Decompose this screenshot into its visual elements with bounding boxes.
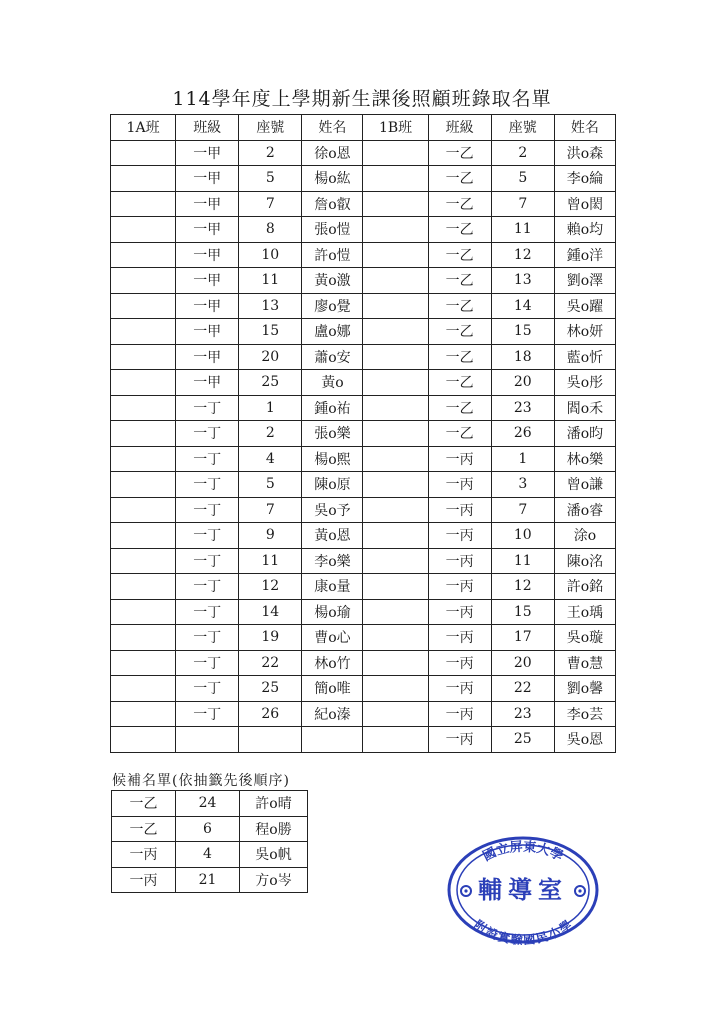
cell-class: 一丙 — [428, 548, 491, 574]
cell-name: 張o樂 — [302, 421, 363, 447]
waitlist-cell-seat: 24 — [176, 791, 240, 817]
admission-table-body — [111, 140, 616, 752]
cell-1b-slot — [363, 727, 428, 753]
table-row — [111, 701, 616, 727]
cell-seat: 4 — [239, 446, 302, 472]
cell-class: 一乙 — [428, 268, 491, 294]
table-row — [111, 574, 616, 600]
cell-seat: 20 — [491, 650, 554, 676]
cell-name: 涂o — [554, 523, 615, 549]
cell-class: 一丙 — [428, 472, 491, 498]
cell-class: 一丙 — [428, 523, 491, 549]
cell-name: 曹o心 — [302, 625, 363, 651]
cell-name: 閻o禾 — [554, 395, 615, 421]
cell-1a-slot — [111, 344, 176, 370]
cell-1b-slot — [363, 625, 428, 651]
seal-center-text: 輔導室 — [478, 875, 568, 904]
cell-class: 一丙 — [428, 446, 491, 472]
cell-name: 陳o洺 — [554, 548, 615, 574]
cell-name — [302, 727, 363, 753]
table-row — [111, 472, 616, 498]
waitlist-title: 候補名單(依抽籤先後順序) — [112, 773, 290, 789]
cell-class: 一丙 — [428, 650, 491, 676]
cell-seat: 15 — [491, 599, 554, 625]
cell-name: 楊o瑜 — [302, 599, 363, 625]
cell-1a-slot — [111, 523, 176, 549]
cell-1b-slot — [363, 497, 428, 523]
cell-seat: 18 — [491, 344, 554, 370]
seal-right-plum-icon — [575, 886, 585, 896]
cell-class: 一甲 — [176, 370, 239, 396]
cell-name: 洪o森 — [554, 140, 615, 166]
waitlist-cell-name: 程o勝 — [240, 816, 308, 842]
cell-1b-slot — [363, 676, 428, 702]
cell-class — [176, 727, 239, 753]
cell-1b-slot — [363, 548, 428, 574]
cell-name: 廖o覺 — [302, 293, 363, 319]
cell-name: 黃o恩 — [302, 523, 363, 549]
cell-name: 林o竹 — [302, 650, 363, 676]
cell-seat: 15 — [491, 319, 554, 345]
cell-class: 一乙 — [428, 319, 491, 345]
cell-seat: 22 — [491, 676, 554, 702]
waitlist-row — [112, 816, 308, 842]
header-1a-class: 1A班 — [111, 115, 176, 141]
cell-1a-slot — [111, 217, 176, 243]
waitlist-cell-name: 方o岑 — [240, 867, 308, 893]
cell-name: 曾o謙 — [554, 472, 615, 498]
cell-1a-slot — [111, 574, 176, 600]
cell-1a-slot — [111, 191, 176, 217]
table-row — [111, 319, 616, 345]
cell-class: 一丁 — [176, 650, 239, 676]
cell-class: 一甲 — [176, 191, 239, 217]
header-seat: 座號 — [239, 115, 302, 141]
cell-seat: 20 — [491, 370, 554, 396]
cell-name: 李o綸 — [554, 166, 615, 192]
cell-1b-slot — [363, 344, 428, 370]
cell-seat: 2 — [239, 421, 302, 447]
cell-seat: 5 — [491, 166, 554, 192]
cell-seat: 2 — [239, 140, 302, 166]
cell-name: 許o銘 — [554, 574, 615, 600]
cell-class: 一丁 — [176, 446, 239, 472]
cell-name: 盧o娜 — [302, 319, 363, 345]
cell-1b-slot — [363, 523, 428, 549]
table-row — [111, 370, 616, 396]
cell-class: 一丁 — [176, 472, 239, 498]
cell-name: 楊o熙 — [302, 446, 363, 472]
cell-seat: 11 — [491, 548, 554, 574]
page-title: 114學年度上學期新生課後照顧班錄取名單 — [172, 88, 552, 110]
cell-seat: 12 — [491, 242, 554, 268]
cell-name: 許o愷 — [302, 242, 363, 268]
cell-class: 一乙 — [428, 344, 491, 370]
waitlist-row — [112, 791, 308, 817]
cell-seat: 12 — [491, 574, 554, 600]
cell-seat: 7 — [491, 191, 554, 217]
cell-1a-slot — [111, 650, 176, 676]
cell-seat: 20 — [239, 344, 302, 370]
cell-1b-slot — [363, 268, 428, 294]
cell-seat: 23 — [491, 395, 554, 421]
cell-1b-slot — [363, 140, 428, 166]
cell-name: 潘o睿 — [554, 497, 615, 523]
table-row — [111, 625, 616, 651]
cell-seat: 5 — [239, 472, 302, 498]
cell-class: 一甲 — [176, 140, 239, 166]
cell-seat: 7 — [491, 497, 554, 523]
cell-seat: 3 — [491, 472, 554, 498]
cell-seat: 7 — [239, 497, 302, 523]
cell-seat: 8 — [239, 217, 302, 243]
seal-bottom-text: 附設實驗國民小學 — [471, 917, 575, 945]
cell-seat: 11 — [491, 217, 554, 243]
cell-name: 賴o均 — [554, 217, 615, 243]
cell-name: 王o瑀 — [554, 599, 615, 625]
waitlist-table — [111, 790, 308, 893]
cell-name: 吳o彤 — [554, 370, 615, 396]
table-header-row — [111, 115, 616, 141]
cell-class: 一丙 — [428, 497, 491, 523]
cell-name: 藍o忻 — [554, 344, 615, 370]
cell-seat: 2 — [491, 140, 554, 166]
table-row — [111, 242, 616, 268]
cell-1a-slot — [111, 421, 176, 447]
cell-seat: 14 — [239, 599, 302, 625]
cell-seat: 11 — [239, 268, 302, 294]
cell-class: 一丙 — [428, 676, 491, 702]
cell-seat: 13 — [491, 268, 554, 294]
cell-class: 一丙 — [428, 574, 491, 600]
table-row — [111, 166, 616, 192]
cell-1b-slot — [363, 472, 428, 498]
cell-name: 吳o璇 — [554, 625, 615, 651]
cell-seat: 25 — [239, 370, 302, 396]
table-row — [111, 217, 616, 243]
cell-seat: 13 — [239, 293, 302, 319]
cell-class: 一甲 — [176, 268, 239, 294]
cell-class: 一丁 — [176, 523, 239, 549]
table-row — [111, 727, 616, 753]
cell-name: 黃o — [302, 370, 363, 396]
table-row — [111, 599, 616, 625]
cell-class: 一乙 — [428, 191, 491, 217]
waitlist-cell-name: 吳o帆 — [240, 842, 308, 868]
cell-name: 黃o激 — [302, 268, 363, 294]
cell-name: 張o愷 — [302, 217, 363, 243]
cell-1b-slot — [363, 421, 428, 447]
cell-1a-slot — [111, 497, 176, 523]
table-row — [111, 344, 616, 370]
cell-1a-slot — [111, 625, 176, 651]
table-row — [111, 293, 616, 319]
table-row — [111, 421, 616, 447]
cell-1b-slot — [363, 166, 428, 192]
cell-1b-slot — [363, 701, 428, 727]
cell-name: 潘o昀 — [554, 421, 615, 447]
cell-name: 吳o恩 — [554, 727, 615, 753]
cell-class: 一丁 — [176, 701, 239, 727]
cell-class: 一乙 — [428, 242, 491, 268]
cell-1a-slot — [111, 166, 176, 192]
cell-1a-slot — [111, 293, 176, 319]
cell-seat — [239, 727, 302, 753]
cell-seat: 1 — [239, 395, 302, 421]
cell-1a-slot — [111, 446, 176, 472]
admission-table — [110, 114, 616, 753]
cell-1a-slot — [111, 548, 176, 574]
cell-seat: 11 — [239, 548, 302, 574]
waitlist-row — [112, 867, 308, 893]
cell-class: 一丁 — [176, 676, 239, 702]
table-row — [111, 140, 616, 166]
waitlist-cell-seat: 4 — [176, 842, 240, 868]
cell-class: 一乙 — [428, 421, 491, 447]
cell-name: 紀o溱 — [302, 701, 363, 727]
cell-name: 曾o閎 — [554, 191, 615, 217]
cell-1a-slot — [111, 370, 176, 396]
table-row — [111, 548, 616, 574]
cell-seat: 17 — [491, 625, 554, 651]
table-row — [111, 676, 616, 702]
cell-class: 一丁 — [176, 497, 239, 523]
cell-class: 一丙 — [428, 599, 491, 625]
waitlist-row — [112, 842, 308, 868]
cell-class: 一丁 — [176, 625, 239, 651]
cell-1b-slot — [363, 293, 428, 319]
seal-left-plum-icon — [461, 886, 471, 896]
waitlist-cell-name: 許o晴 — [240, 791, 308, 817]
cell-1b-slot — [363, 242, 428, 268]
waitlist-table-body — [112, 791, 308, 893]
cell-class: 一丁 — [176, 574, 239, 600]
cell-class: 一甲 — [176, 242, 239, 268]
cell-class: 一甲 — [176, 217, 239, 243]
cell-class: 一丙 — [428, 701, 491, 727]
cell-class: 一乙 — [428, 166, 491, 192]
cell-name: 徐o恩 — [302, 140, 363, 166]
cell-seat: 25 — [239, 676, 302, 702]
school-seal — [446, 835, 600, 945]
cell-name: 鍾o祐 — [302, 395, 363, 421]
table-row — [111, 446, 616, 472]
cell-name: 劉o馨 — [554, 676, 615, 702]
cell-name: 林o妍 — [554, 319, 615, 345]
cell-class: 一丁 — [176, 421, 239, 447]
header-seat: 座號 — [491, 115, 554, 141]
cell-1b-slot — [363, 574, 428, 600]
table-row — [111, 497, 616, 523]
cell-1a-slot — [111, 727, 176, 753]
seal-top-text: 國立屏東大學 — [480, 839, 566, 865]
cell-name: 康o量 — [302, 574, 363, 600]
cell-class: 一乙 — [428, 370, 491, 396]
cell-seat: 10 — [491, 523, 554, 549]
cell-1b-slot — [363, 650, 428, 676]
cell-1b-slot — [363, 217, 428, 243]
cell-name: 吳o予 — [302, 497, 363, 523]
cell-name: 陳o原 — [302, 472, 363, 498]
cell-1b-slot — [363, 446, 428, 472]
cell-name: 劉o澤 — [554, 268, 615, 294]
cell-name: 李o樂 — [302, 548, 363, 574]
waitlist-cell-class: 一乙 — [112, 791, 176, 817]
cell-1a-slot — [111, 676, 176, 702]
cell-name: 楊o紘 — [302, 166, 363, 192]
cell-class: 一丙 — [428, 625, 491, 651]
cell-class: 一丁 — [176, 395, 239, 421]
waitlist-cell-seat: 6 — [176, 816, 240, 842]
header-1b-class: 1B班 — [363, 115, 428, 141]
cell-class: 一乙 — [428, 140, 491, 166]
cell-seat: 14 — [491, 293, 554, 319]
cell-1b-slot — [363, 395, 428, 421]
waitlist-cell-seat: 21 — [176, 867, 240, 893]
cell-seat: 10 — [239, 242, 302, 268]
table-row — [111, 650, 616, 676]
cell-seat: 12 — [239, 574, 302, 600]
cell-name: 詹o叡 — [302, 191, 363, 217]
cell-class: 一丙 — [428, 727, 491, 753]
cell-class: 一甲 — [176, 293, 239, 319]
cell-seat: 7 — [239, 191, 302, 217]
cell-seat: 26 — [491, 421, 554, 447]
table-row — [111, 268, 616, 294]
cell-class: 一丁 — [176, 548, 239, 574]
table-row — [111, 395, 616, 421]
cell-seat: 25 — [491, 727, 554, 753]
cell-1a-slot — [111, 472, 176, 498]
cell-name: 曹o慧 — [554, 650, 615, 676]
waitlist-cell-class: 一丙 — [112, 867, 176, 893]
cell-1a-slot — [111, 268, 176, 294]
cell-name: 吳o躍 — [554, 293, 615, 319]
cell-1a-slot — [111, 242, 176, 268]
header-class: 班級 — [428, 115, 491, 141]
cell-seat: 1 — [491, 446, 554, 472]
cell-seat: 22 — [239, 650, 302, 676]
cell-1a-slot — [111, 701, 176, 727]
cell-name: 鍾o洋 — [554, 242, 615, 268]
cell-seat: 19 — [239, 625, 302, 651]
header-class: 班級 — [176, 115, 239, 141]
cell-seat: 9 — [239, 523, 302, 549]
header-name: 姓名 — [554, 115, 615, 141]
cell-name: 簡o唯 — [302, 676, 363, 702]
cell-1b-slot — [363, 191, 428, 217]
cell-class: 一甲 — [176, 319, 239, 345]
header-name: 姓名 — [302, 115, 363, 141]
cell-1a-slot — [111, 319, 176, 345]
cell-1b-slot — [363, 599, 428, 625]
cell-seat: 23 — [491, 701, 554, 727]
cell-class: 一乙 — [428, 395, 491, 421]
cell-seat: 5 — [239, 166, 302, 192]
cell-class: 一甲 — [176, 344, 239, 370]
cell-seat: 15 — [239, 319, 302, 345]
cell-name: 李o芸 — [554, 701, 615, 727]
cell-class: 一丁 — [176, 599, 239, 625]
cell-seat: 26 — [239, 701, 302, 727]
cell-1b-slot — [363, 370, 428, 396]
cell-class: 一乙 — [428, 293, 491, 319]
cell-1b-slot — [363, 319, 428, 345]
table-row — [111, 191, 616, 217]
cell-name: 林o樂 — [554, 446, 615, 472]
cell-class: 一甲 — [176, 166, 239, 192]
cell-class: 一乙 — [428, 217, 491, 243]
cell-1a-slot — [111, 599, 176, 625]
waitlist-cell-class: 一丙 — [112, 842, 176, 868]
cell-name: 蕭o安 — [302, 344, 363, 370]
cell-1a-slot — [111, 140, 176, 166]
cell-1a-slot — [111, 395, 176, 421]
waitlist-cell-class: 一乙 — [112, 816, 176, 842]
table-row — [111, 523, 616, 549]
